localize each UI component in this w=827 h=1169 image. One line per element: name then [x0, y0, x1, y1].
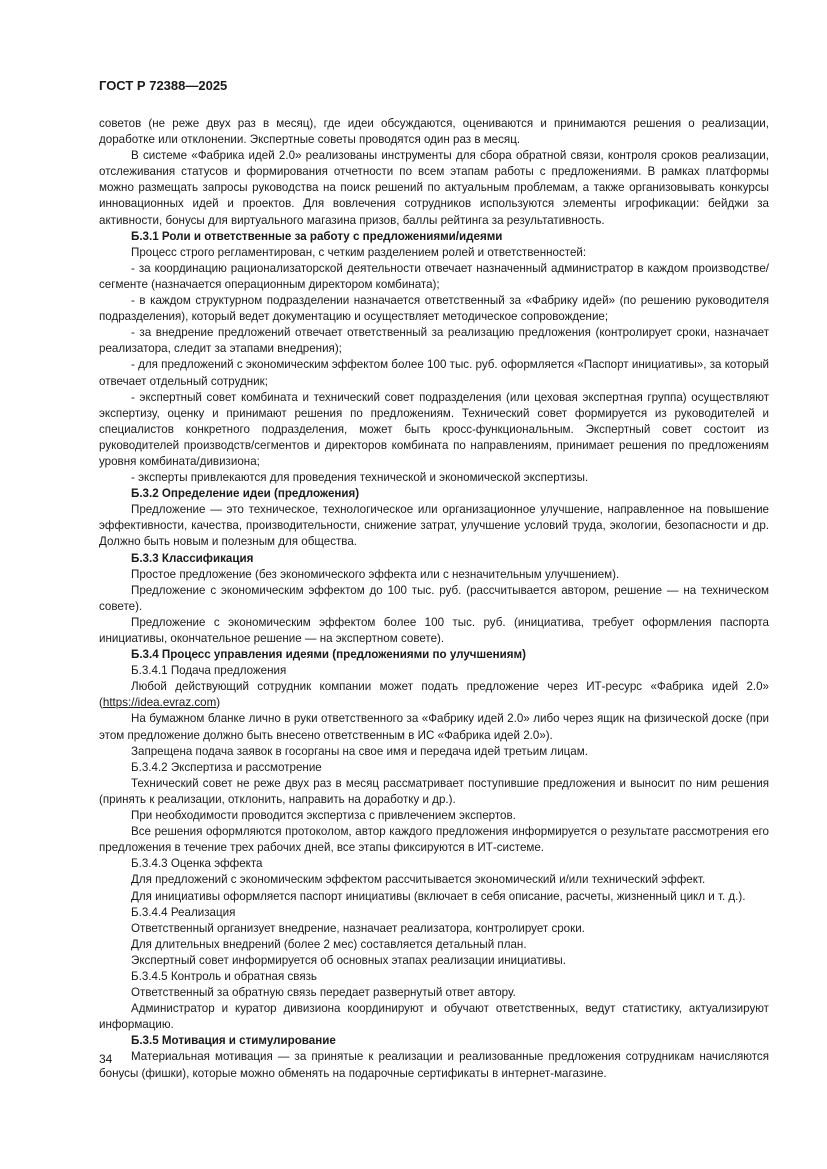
paragraph: Технический совет не реже двух раз в месяц рассматривает поступившие предложения и выносит по ним решения (принять к реализации, отклонить, направить на доработку и др.).	[99, 776, 769, 806]
idea-portal-link[interactable]: https://idea.evraz.com	[102, 696, 217, 710]
paragraph: В системе «Фабрика идей 2.0» реализованы инструменты для сбора обратной связи, контроля сроков реализации, отслеживания статусов и формирования отчетности по всем этапам работы с предложениями. В рамках платформы можно размещать запросы руководства на поиск решений по актуальным проблемам, а также организовывать конкурсы инновационных идей и проектов. Для вовлечения сотрудников используются элементы игрофикации: бейджи за активности, бонусы для виртуального магазина призов, баллы рейтинга за результативность.	[99, 149, 769, 227]
paragraph: Б.3.4.3 Оценка эффекта	[131, 857, 263, 871]
paragraph-continuation: советов (не реже двух раз в месяц), где идеи обсуждаются, оцениваются и принимаются решения о реализации, доработке или отклонении. Экспертные советы проводятся один раз в месяц.	[99, 117, 769, 147]
paragraph: Предложение — это техническое, технологическое или организационное улучшение, направленное на повышение эффективности, качества, производительности, снижение затрат, улучшение условий труда, экологии, безопасности и др. Должно быть новым и полезным для общества.	[99, 503, 769, 549]
paragraph: На бумажном бланке лично в руки ответственного за «Фабрику идей 2.0» либо через ящик на физической доске (при этом предложение должно быть внесено ответственным в ИС «Фабрика идей 2.0»).	[99, 712, 769, 742]
paragraph: Для инициативы оформляется паспорт инициативы (включает в себя описание, расчеты, жизненный цикл и т. д.).	[131, 889, 746, 903]
paragraph-text: Любой действующий сотрудник компании может подать предложение через ИТ-ресурс «Фабрика идей 2.0» (	[99, 680, 769, 710]
paragraph-with-link	[99, 679, 769, 711]
paragraph: Предложение с экономическим эффектом более 100 тыс. руб. (инициатива, требует оформления паспорта инициативы, окончательное решение — на экспертном совете).	[99, 615, 769, 645]
paragraph: Предложение с экономическим эффектом до 100 тыс. руб. (рассчитывается автором, решение — на техническом совете).	[99, 583, 769, 613]
paragraph: Запрещена подача заявок в госорганы на свое имя и передача идей третьим лицам.	[131, 744, 588, 758]
paragraph: Б.3.4.1 Подача предложения	[131, 664, 287, 678]
paragraph: Простое предложение (без экономического эффекта или с незначительным улучшением).	[131, 567, 620, 581]
paragraph: Ответственный за обратную связь передает развернутый ответ автору.	[131, 986, 516, 1000]
page-number: 34	[99, 1052, 113, 1066]
paragraph: Для длительных внедрений (более 2 мес) составляется детальный план.	[131, 937, 527, 951]
paragraph: Все решения оформляются протоколом, автор каждого предложения информируется о результате рассмотрения его предложения в течение трех рабочих дней, все этапы фиксируются в ИТ-системе.	[99, 825, 769, 855]
paragraph: - за координацию рационализаторской деятельности отвечает назначенный администратор в каждом производстве/сегменте (назначается операционным директором комбината);	[99, 261, 769, 291]
paragraph: Б.3.4.2 Экспертиза и рассмотрение	[131, 760, 322, 774]
document-header: ГОСТ Р 72388—2025	[99, 78, 228, 93]
paragraph: Б.3.4.5 Контроль и обратная связь	[131, 969, 317, 983]
section-heading: Б.3.2 Определение идеи (предложения)	[131, 487, 360, 501]
section-heading: Б.3.5 Мотивация и стимулирование	[131, 1034, 336, 1048]
section-heading: Б.3.3 Классификация	[131, 551, 254, 565]
document-body	[99, 116, 769, 1082]
section-heading: Б.3.1 Роли и ответственные за работу с предложениями/идеями	[131, 229, 503, 243]
paragraph: - за внедрение предложений отвечает ответственный за реализацию предложения (контролирует сроки, назначает реализатора, следит за этапами внедрения);	[99, 326, 769, 356]
paragraph: Материальная мотивация — за принятые к реализации и реализованные предложения сотрудникам начисляются бонусы (фишки), которые можно обменять на подарочные сертификаты в интернет-магазине.	[99, 1050, 769, 1080]
paragraph: Б.3.4.4 Реализация	[131, 905, 236, 919]
section-heading: Б.3.4 Процесс управления идеями (предложениями по улучшениям)	[131, 648, 526, 662]
paragraph: - для предложений с экономическим эффектом более 100 тыс. руб. оформляется «Паспорт инициативы», за который отвечает отдельный сотрудник;	[99, 358, 769, 388]
paragraph: Процесс строго регламентирован, с четким разделением ролей и ответственностей:	[131, 245, 587, 259]
closing-paren: )	[216, 696, 221, 710]
paragraph: Ответственный организует внедрение, назначает реализатора, контролирует сроки.	[131, 921, 585, 935]
paragraph: Администратор и куратор дивизиона координируют и обучают ответственных, ведут статистику, актуализируют информацию.	[99, 1002, 769, 1032]
paragraph: При необходимости проводится экспертиза с привлечением экспертов.	[131, 809, 516, 823]
paragraph: - в каждом структурном подразделении назначается ответственный за «Фабрику идей» (по решению руководителя подразделения), который ведет документацию и осуществляет методическое сопровождение;	[99, 294, 769, 324]
paragraph: - экспертный совет комбината и технический совет подразделения (или цеховая экспертная группа) осуществляют экспертизу, оценку и принимают решения по предложениям. Технический совет формируется из руководителей и специалистов конкретного подразделения, может быть кросс-функциональным. Экспертный совет состоит из руководителей производств/сегментов и директоров комбината по направлениям, принимает решения по предложениям уровня комбината/дивизиона;	[99, 390, 769, 468]
paragraph: Для предложений с экономическим эффектом рассчитывается экономический и/или технический эффект.	[131, 873, 706, 887]
paragraph: - эксперты привлекаются для проведения технической и экономической экспертизы.	[131, 471, 589, 485]
paragraph: Экспертный совет информируется об основных этапах реализации инициативы.	[131, 953, 566, 967]
